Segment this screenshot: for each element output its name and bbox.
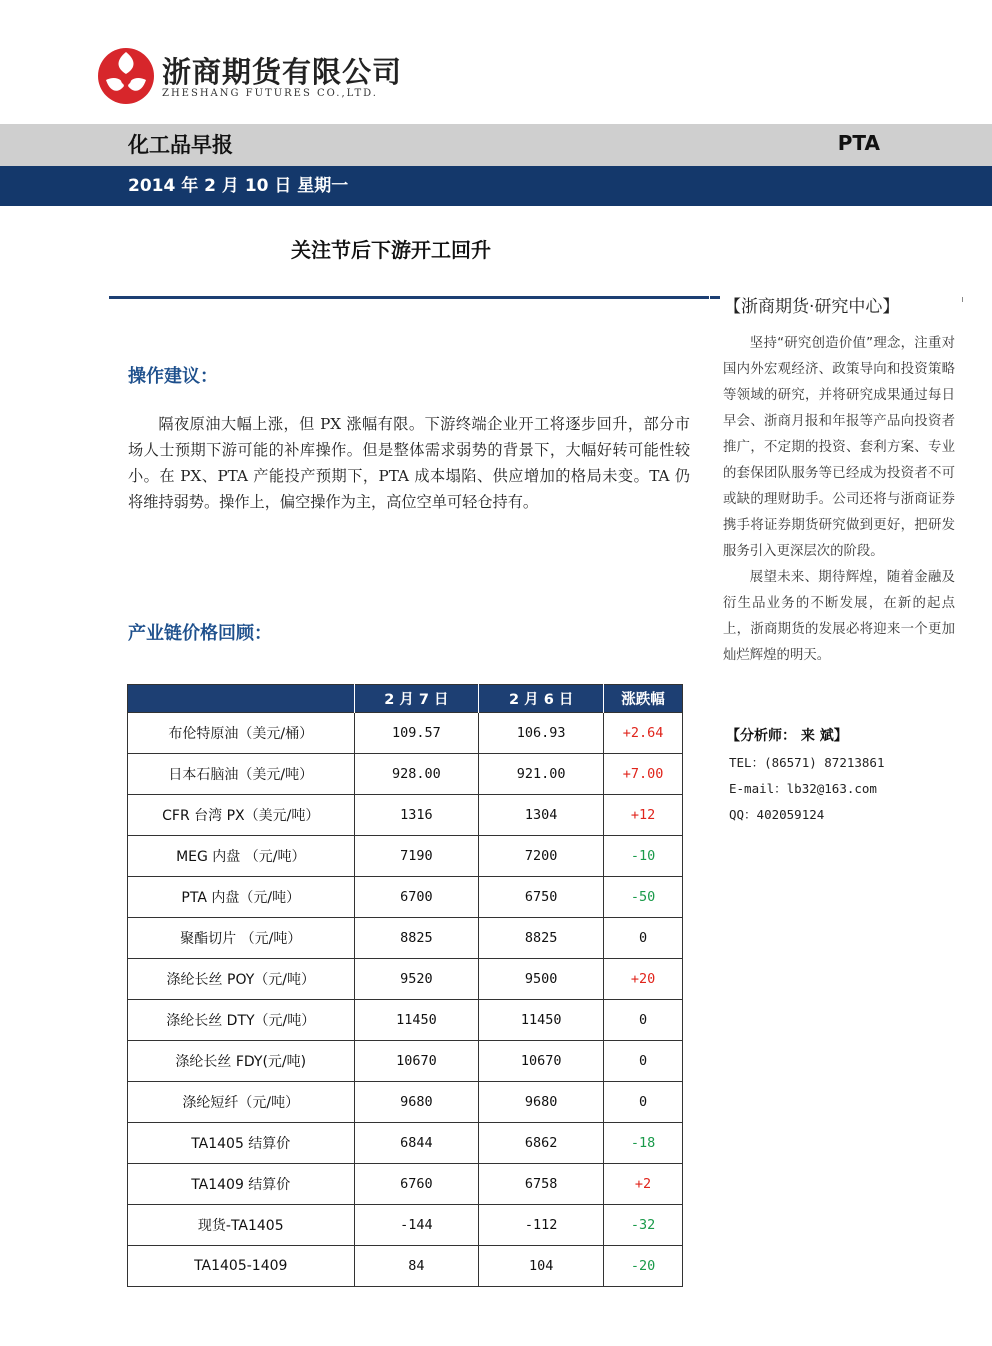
cell-item-name: 涤纶长丝 DTY（元/吨） [128,1000,355,1041]
cell-change-value: -50 [604,877,683,918]
cell-item-name: 现货-TA1405 [128,1205,355,1246]
col-header-feb6: 2 月 6 日 [479,685,604,713]
cell-feb6-value: 106.93 [479,713,604,754]
cell-change-value: +20 [604,959,683,1000]
sidebar-intro-p2: 展望未来、期待辉煌，随着金融及衍生品业务的不断发展，在新的起点上，浙商期货的发展必将迎来一个更加灿烂辉煌的明天。 [723,570,955,663]
cell-feb6-value: 6750 [479,877,604,918]
cell-change-value: -18 [604,1123,683,1164]
table-row [128,1246,683,1287]
cell-feb6-value: -112 [479,1205,604,1246]
cell-feb6-value: 6758 [479,1164,604,1205]
cell-feb6-value: 104 [479,1246,604,1287]
cell-item-name: 日本石脑油（美元/吨） [128,754,355,795]
cell-feb6-value: 10670 [479,1041,604,1082]
report-date: 2014 年 2 月 10 日 星期一 [128,176,349,196]
company-name-en: ZHESHANG FUTURES CO.,LTD. [162,88,378,99]
cell-change-value: -32 [604,1205,683,1246]
cell-feb7-value: 928.00 [354,754,479,795]
cell-item-name: 布伦特原油（美元/桶） [128,713,355,754]
cell-change-value: 0 [604,918,683,959]
table-row [128,795,683,836]
price-review-title: 产业链价格回顾： [128,623,272,644]
cell-item-name: TA1405-1409 [128,1246,355,1287]
cell-change-value: -10 [604,836,683,877]
cell-change-value: +12 [604,795,683,836]
col-header-item [128,685,355,713]
table-row [128,1205,683,1246]
cell-feb7-value: 8825 [354,918,479,959]
sidebar-accent-bar [710,296,720,299]
company-logo-icon [96,46,156,106]
analyst-tel: TEL：(86571) 87213861 [729,755,885,770]
cell-change-value: 0 [604,1082,683,1123]
table-row [128,754,683,795]
col-header-change: 涨跌幅 [604,685,683,713]
report-type: 化工品早报 [128,133,233,157]
cell-feb6-value: 11450 [479,1000,604,1041]
table-row [128,1123,683,1164]
cell-feb6-value: 1304 [479,795,604,836]
sidebar-intro [723,331,955,669]
sidebar-heading: 【浙商期货·研究中心】 [724,297,900,317]
cell-feb7-value: 109.57 [354,713,479,754]
cell-feb6-value: 9680 [479,1082,604,1123]
table-row [128,877,683,918]
col-header-feb7: 2 月 7 日 [354,685,479,713]
advice-text: 隔夜原油大幅上涨，但 PX 涨幅有限。下游终端企业开工将逐步回升，部分市场人士预期下游可能的补库操作。但是整体需求弱势的背景下，大幅好转可能性较小。在 PX、PTA 产能投产预期下，PTA 成本塌陷、供应增加的格局未变。TA 仍将维持弱势。操作上，偏空操作为主，高位空单可轻仓持有。 [128,415,690,511]
cell-feb7-value: 9520 [354,959,479,1000]
cell-change-value: +2 [604,1164,683,1205]
cell-feb7-value: 6844 [354,1123,479,1164]
cell-change-value: 0 [604,1000,683,1041]
table-row [128,1000,683,1041]
cell-feb7-value: 11450 [354,1000,479,1041]
table-row [128,918,683,959]
cell-feb6-value: 921.00 [479,754,604,795]
company-name: 浙商期货有限公司 [162,55,403,89]
cell-item-name: TA1405 结算价 [128,1123,355,1164]
cell-item-name: TA1409 结算价 [128,1164,355,1205]
cell-feb6-value: 6862 [479,1123,604,1164]
analyst-email[interactable]: E-mail：lb32@163.com [729,781,877,796]
cell-feb7-value: 10670 [354,1041,479,1082]
cell-feb7-value: 1316 [354,795,479,836]
cell-feb7-value: 6760 [354,1164,479,1205]
table-row [128,959,683,1000]
cell-item-name: CFR 台湾 PX（美元/吨） [128,795,355,836]
product-tag: PTA [837,131,880,155]
sidebar-intro-p1: 坚持“研究创造价值”理念，注重对国内外宏观经济、政策导向和投资策略等领域的研究，并将研究成果通过每日早会、浙商月报和年报等产品向投资者推广，不定期的投资、套利方案、专业的套保团队服务等已经成为投资者不可或缺的理财助手。公司还将与浙商证券携手将证券期货研究做到更好，把研发服务引入更深层次的阶段。 [723,336,955,559]
cell-feb7-value: 84 [354,1246,479,1287]
cell-feb6-value: 8825 [479,918,604,959]
analyst-name: 【分析师： 来 斌】 [726,728,848,744]
cell-feb6-value: 9500 [479,959,604,1000]
headline: 关注节后下游开工回升 [291,238,491,262]
price-table-header [128,685,683,713]
cell-item-name: MEG 内盘 （元/吨） [128,836,355,877]
cell-item-name: 涤纶长丝 POY（元/吨） [128,959,355,1000]
headline-divider [109,296,709,299]
cell-feb7-value: -144 [354,1205,479,1246]
analyst-qq: QQ：402059124 [729,807,825,822]
advice-title: 操作建议： [128,366,218,387]
table-row [128,1041,683,1082]
cell-item-name: 涤纶短纤（元/吨） [128,1082,355,1123]
table-row [128,1164,683,1205]
table-row [128,713,683,754]
cell-item-name: 聚酯切片 （元/吨） [128,918,355,959]
cell-change-value: +2.64 [604,713,683,754]
price-table [127,684,683,1287]
table-row [128,1082,683,1123]
cell-change-value: +7.00 [604,754,683,795]
sidebar-tick [962,297,963,302]
cell-feb7-value: 9680 [354,1082,479,1123]
cell-change-value: -20 [604,1246,683,1287]
cell-feb7-value: 6700 [354,877,479,918]
cell-feb6-value: 7200 [479,836,604,877]
cell-item-name: 涤纶长丝 FDY(元/吨) [128,1041,355,1082]
table-row [128,836,683,877]
cell-item-name: PTA 内盘（元/吨） [128,877,355,918]
cell-feb7-value: 7190 [354,836,479,877]
cell-change-value: 0 [604,1041,683,1082]
